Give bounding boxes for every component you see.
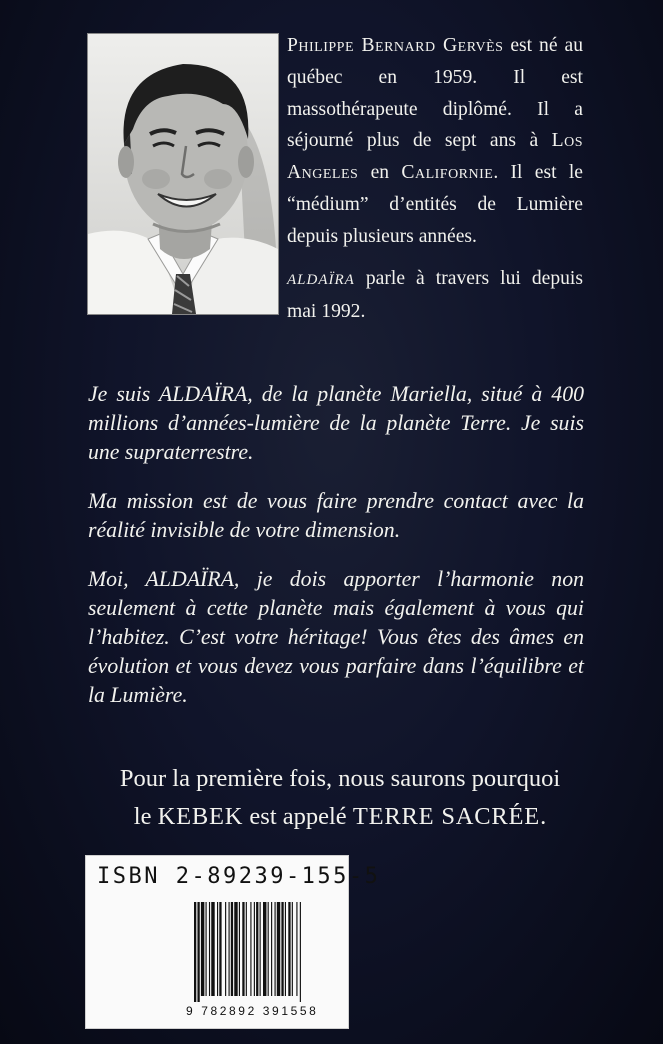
bio-paragraph-2 [287,263,583,329]
bio-text-1: est né au québec en 1959. Il est massothérapeute diplômé. Il a séjourné plus de sept ans à [287,35,583,152]
closing-text-b: est appelé [243,803,353,830]
author-biography [287,30,583,328]
author-portrait [87,33,279,315]
bio-text-4: d’entités de Lumière depuis plusieurs années. [287,193,583,247]
author-name: Philippe Bernard Gervès [287,35,504,56]
bio-city: Los Angeles [287,130,583,184]
bio-text-5: parle à travers lui depuis mai 1992. [287,267,583,323]
bio-paragraph-1 [287,30,583,253]
message-paragraph-3: Moi, ALDAÏRA, je dois apporter l’harmonie non seulement à cette planète mais également à vous qui l’habitez. C’est votre héritage! Vous êtes des âmes en évolution et vous devez vous parfaire dans l’équilibre et la Lumière. [88,567,584,707]
bio-text-2: en [358,162,402,184]
closing-text-c: . [540,803,547,830]
ean-number: 9 782892 391558 [186,1004,319,1018]
bio-entity-name: ALDAÏRA [287,271,355,288]
isbn-label [85,855,381,1029]
bio-state: Californie [401,162,494,184]
closing-terre-sacree: TERRE SACRÉE [352,803,541,830]
closing-text-a: le [133,803,158,830]
closing-line-1: Pour la première fois, nous saurons pourquoi [119,765,561,792]
closing-statement [60,760,620,836]
channeled-message [88,380,584,710]
message-paragraph-1: Je suis ALDAÏRA, de la planète Mariella, situé à 400 millions d’années-lumière de la planète Terre. Je suis une supraterrestre. [88,382,584,464]
bio-medium: “médium” [287,193,369,215]
closing-kebek: KEBEK [157,803,244,830]
message-paragraph-2: Ma mission est de vous faire prendre contact avec la réalité invisible de votre dimension. [88,489,584,542]
barcode-icon [192,902,336,1002]
isbn-number: ISBN 2-89239-155-5 [97,864,381,889]
bio-text-3: . Il est le [493,162,583,184]
closing-line-2 [60,798,620,836]
